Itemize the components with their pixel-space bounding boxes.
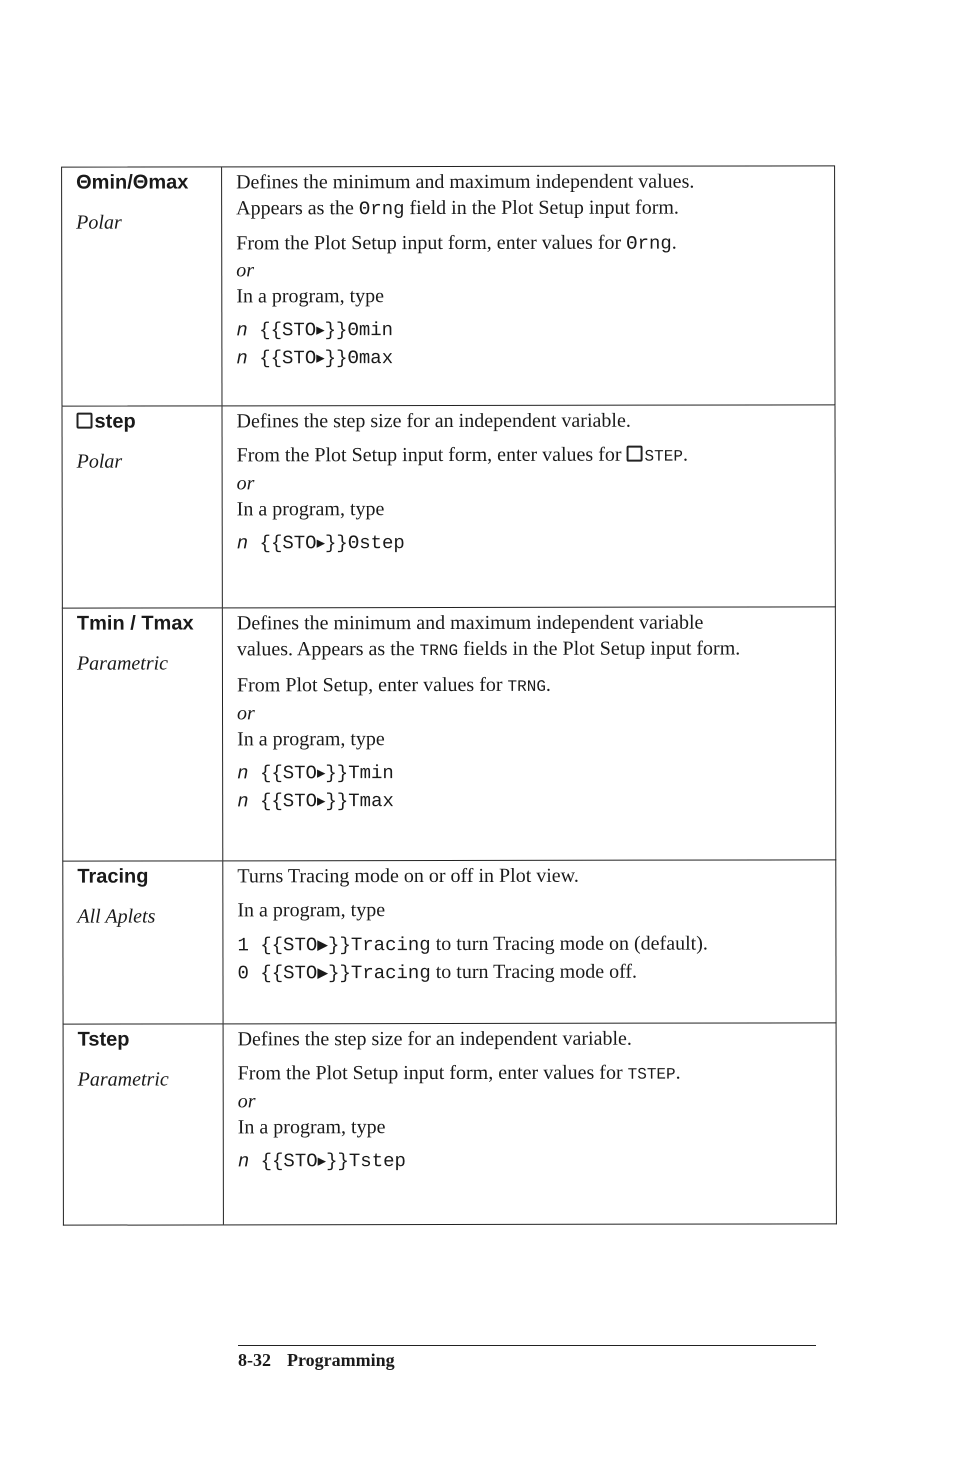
code-line: n {{STO▶}}Θstep	[236, 532, 405, 555]
instruction-text: In a program, type	[237, 899, 386, 922]
page-footer	[238, 1345, 816, 1371]
theta-box-icon	[77, 413, 93, 429]
instruction-text: In a program, type	[237, 1116, 386, 1139]
sto-arrow-icon: ▶	[316, 536, 326, 553]
description-cell	[222, 166, 834, 405]
code-line: 0 {{STO▶}}Tracing to turn Tracing mode off.	[237, 960, 638, 985]
variable-cell	[64, 1024, 224, 1224]
page-number: 8-32	[238, 1350, 271, 1370]
code-line: n {{STO▶}}Θmax	[236, 347, 394, 370]
table-row	[63, 1023, 837, 1225]
description-text: Defines the minimum and maximum independent variable	[236, 611, 704, 635]
variable-aplets: Parametric	[76, 652, 169, 675]
code-line: n {{STO▶}}Tstep	[237, 1150, 406, 1173]
code-line: n {{STO▶}}Tmax	[237, 790, 394, 813]
instruction-text: In a program, type	[236, 285, 385, 308]
sto-arrow-icon: ▶	[317, 938, 329, 954]
instruction-text: From Plot Setup, enter values for TRNG.	[236, 673, 551, 697]
or-text: or	[237, 702, 255, 725]
sto-arrow-icon: ▶	[316, 766, 326, 783]
variable-aplets: All Aplets	[77, 905, 156, 928]
table-row	[62, 607, 836, 861]
description-text: values. Appears as the TRNG fields in the Plot Setup input form.	[236, 637, 741, 661]
or-text: or	[236, 259, 255, 282]
description-cell	[224, 1023, 836, 1224]
description-cell	[223, 607, 835, 860]
sto-arrow-icon: ▶	[317, 966, 329, 982]
or-text: or	[236, 472, 255, 495]
or-text: or	[237, 1090, 256, 1113]
table-row	[61, 405, 835, 608]
variable-name: step	[76, 408, 221, 434]
reference-table	[61, 165, 837, 1225]
variable-name: Tstep	[77, 1028, 130, 1051]
sto-arrow-icon: ▶	[317, 1154, 327, 1171]
code-line: n {{STO▶}}Θmin	[236, 319, 394, 342]
variable-cell	[62, 167, 222, 405]
variable-cell	[62, 406, 222, 607]
variable-name: Θmin/Θmax	[76, 171, 189, 194]
description-cell	[222, 405, 834, 607]
variable-aplets: Polar	[76, 450, 123, 473]
table-row	[61, 165, 835, 406]
description-text: Defines the minimum and maximum independent values.	[236, 170, 695, 194]
description-text: Defines the step size for an independent variable.	[237, 1027, 632, 1051]
variable-name: Tracing	[77, 865, 149, 888]
sto-arrow-icon: ▶	[316, 351, 325, 368]
theta-box-icon	[627, 446, 643, 462]
code-line: n {{STO▶}}Tmin	[237, 762, 394, 785]
description-text: Defines the step size for an independent variable.	[236, 409, 631, 433]
footer-text	[238, 1350, 816, 1371]
instruction-text: In a program, type	[237, 728, 385, 751]
section-title: Programming	[287, 1350, 395, 1370]
instruction-text: From the Plot Setup input form, enter values for Θrng.	[236, 231, 677, 255]
code-line: 1 {{STO▶}}Tracing to turn Tracing mode on (default).	[237, 932, 708, 957]
description-text: Appears as the Θrng field in the Plot Setup input form.	[236, 196, 679, 221]
instruction-text: In a program, type	[236, 498, 385, 521]
variable-aplets: Parametric	[77, 1068, 169, 1091]
variable-cell	[63, 608, 223, 860]
variable-cell	[63, 861, 223, 1023]
variable-aplets: Polar	[76, 211, 122, 234]
sto-arrow-icon: ▶	[317, 794, 326, 811]
instruction-text: From the Plot Setup input form, enter values for STEP.	[236, 443, 688, 467]
variable-name: Tmin / Tmax	[76, 612, 194, 635]
description-cell	[223, 860, 835, 1023]
instruction-text: From the Plot Setup input form, enter values for TSTEP.	[237, 1061, 681, 1085]
sto-arrow-icon: ▶	[316, 323, 325, 340]
table-row	[62, 860, 836, 1024]
description-text: Turns Tracing mode on or off in Plot view.	[237, 864, 579, 888]
